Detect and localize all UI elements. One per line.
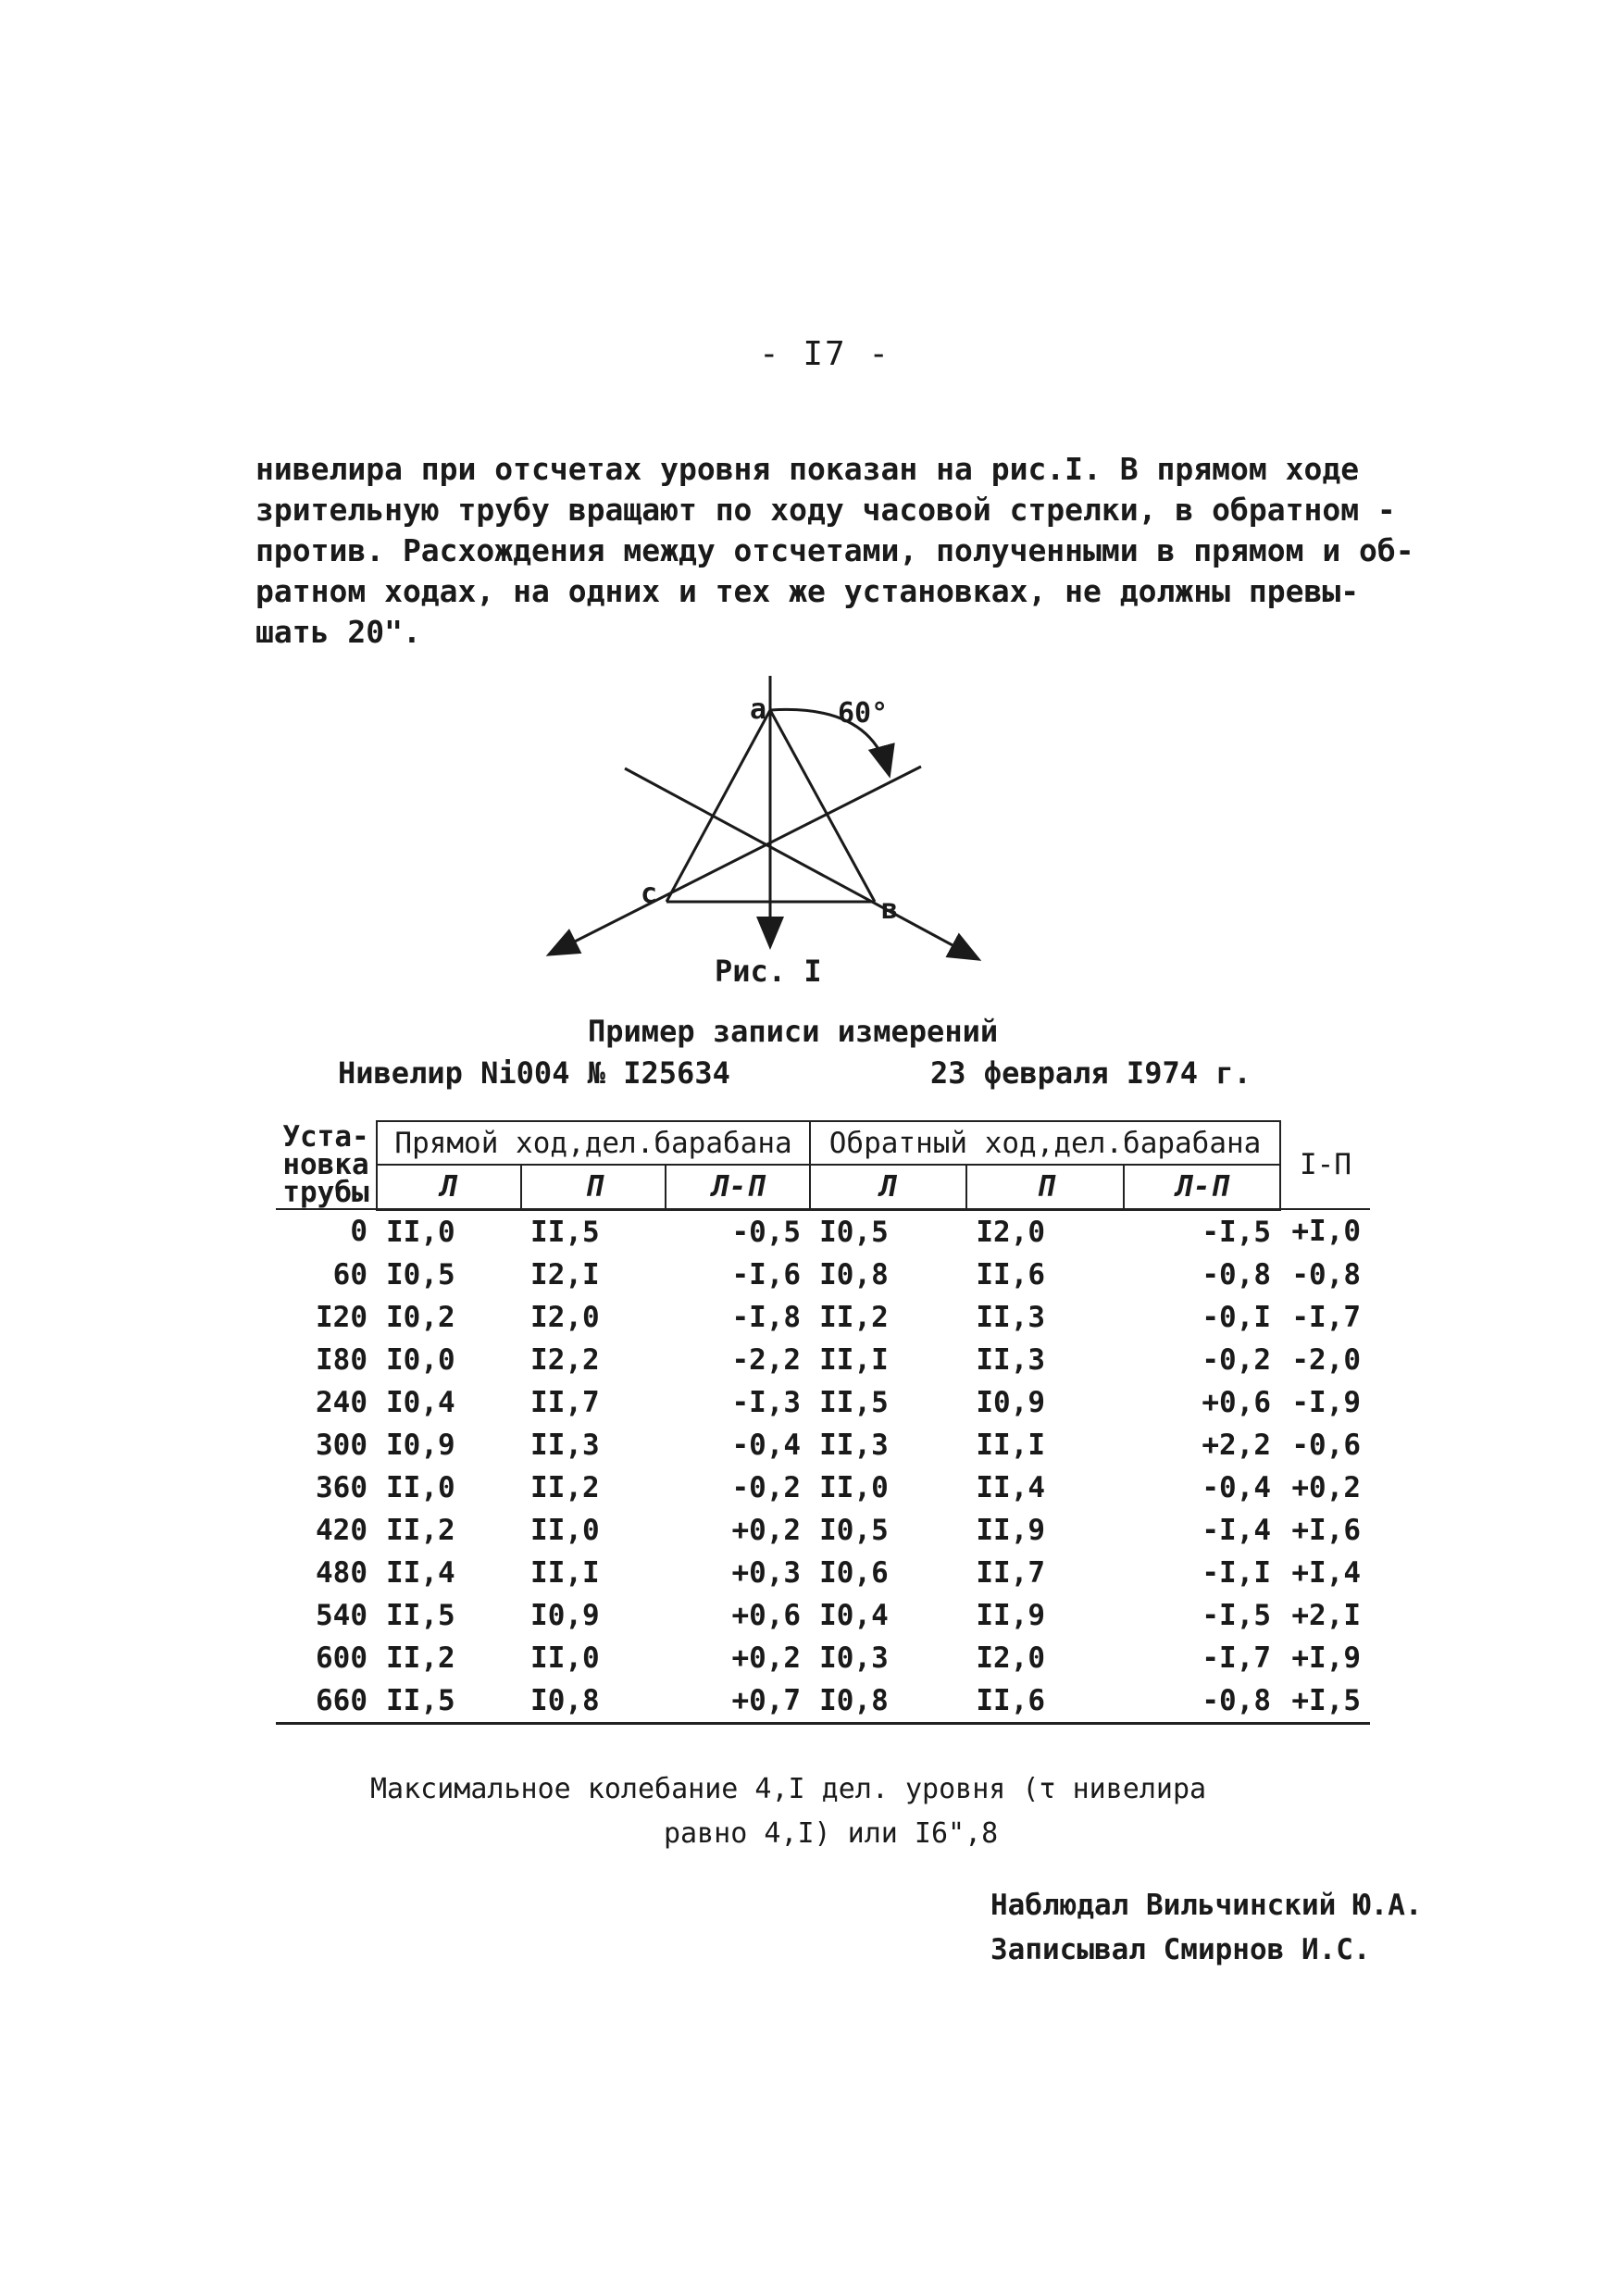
table-cell: -0,8 xyxy=(1291,1257,1361,1292)
triangle-side-ac xyxy=(666,710,770,902)
table-cell: I0,2 xyxy=(386,1300,455,1334)
table-cell: II,2 xyxy=(386,1641,455,1675)
level-rotation-diagram xyxy=(518,667,1018,972)
table-cell: 420 xyxy=(316,1513,367,1547)
table-row xyxy=(276,1679,1370,1724)
setup-header xyxy=(276,1121,377,1209)
table-cell: II,6 xyxy=(966,1679,1123,1724)
table-cell: -0,4 xyxy=(731,1428,802,1462)
table-cell: 540 xyxy=(316,1598,367,1632)
device-line: Нивелир Ni004 № I25634 xyxy=(338,1055,730,1091)
table-cell: +0,6 xyxy=(1202,1385,1271,1419)
table-cell: -0,5 xyxy=(731,1215,802,1249)
table-cell: 600 xyxy=(316,1641,367,1675)
note-line-2: равно 4,I) или I6",8 xyxy=(664,1817,999,1850)
table-cell: -I,8 xyxy=(731,1300,802,1334)
table-row xyxy=(276,1594,1370,1637)
table-cell: I0,8 xyxy=(521,1679,666,1724)
vertex-label-c: c xyxy=(641,878,658,910)
vertex-label-a: a xyxy=(750,693,767,726)
table-row xyxy=(276,1637,1370,1679)
table-cell: -0,2 xyxy=(731,1470,802,1504)
table-row xyxy=(276,1424,1370,1466)
paragraph-line: нивелира при отсчетах уровня показан на рис.I. В прямом ходе xyxy=(255,451,1360,487)
table-cell: -I,7 xyxy=(1202,1641,1271,1675)
table-cell: +I,5 xyxy=(1280,1679,1370,1724)
table-cell: 60 xyxy=(332,1257,367,1292)
table-cell: -0,8 xyxy=(1124,1679,1280,1724)
table-row xyxy=(276,1381,1370,1424)
table-cell: +0,2 xyxy=(731,1641,802,1675)
table-cell: -I,7 xyxy=(1291,1300,1361,1334)
paragraph-line: зрительную трубу вращают по ходу часовой стрелки, в обратном - xyxy=(255,492,1396,528)
table-cell: -I,I xyxy=(1202,1555,1271,1590)
table-cell: II,2 xyxy=(530,1470,600,1504)
table-cell: II,I xyxy=(819,1342,889,1377)
table-cell: I0,5 xyxy=(819,1215,889,1249)
angle-label: 60° xyxy=(838,697,889,730)
table-cell: II,2 xyxy=(386,1513,455,1547)
table-cell: I0,5 xyxy=(819,1513,889,1547)
subheader-l: Л xyxy=(810,1165,966,1209)
table-cell: +0,6 xyxy=(731,1598,802,1632)
table-cell: -0,I xyxy=(1202,1300,1271,1334)
table-cell: 300 xyxy=(316,1428,367,1462)
table-cell: -2,0 xyxy=(1291,1342,1361,1377)
table-cell: -0,4 xyxy=(1202,1470,1271,1504)
table-cell: I2,0 xyxy=(976,1215,1046,1249)
subheader-p: П xyxy=(521,1165,666,1209)
table-body xyxy=(276,1209,1370,1723)
table-cell: II,0 xyxy=(386,1470,455,1504)
forward-run-header: Прямой ход,дел.барабана xyxy=(377,1121,810,1165)
paragraph-line: ратном ходах, на одних и тех же установках, не должны превы- xyxy=(255,573,1360,609)
example-title: Пример записи измерений xyxy=(588,1014,999,1049)
note-line-1: Максимальное колебание 4,I дел. уровня (τ нивелира xyxy=(370,1773,1207,1805)
triangle-side-ab xyxy=(770,710,875,902)
table-cell: II,0 xyxy=(386,1215,455,1249)
table-cell: -I,5 xyxy=(1202,1215,1271,1249)
table-row xyxy=(276,1509,1370,1552)
observer-signature: Наблюдал Вильчинский Ю.А. xyxy=(990,1889,1423,1922)
backward-run-header: Обратный ход,дел.барабана xyxy=(810,1121,1280,1165)
table-cell: I2,0 xyxy=(530,1300,600,1334)
paragraph-line: против. Расхождения между отсчетами, полученными в прямом и об- xyxy=(255,532,1414,568)
body-paragraph xyxy=(255,449,1413,653)
table-cell: +2,2 xyxy=(1202,1428,1271,1462)
table-row xyxy=(276,1552,1370,1594)
table-cell: I2,2 xyxy=(530,1342,600,1377)
setup-header-line: трубы xyxy=(282,1176,369,1209)
table-row xyxy=(276,1254,1370,1296)
subheader-l-minus-p: Л-П xyxy=(666,1165,810,1209)
table-cell: +I,9 xyxy=(1291,1641,1361,1675)
table-cell: I0,3 xyxy=(819,1641,889,1675)
table-cell: I0,0 xyxy=(386,1342,455,1377)
table-cell: II,0 xyxy=(530,1641,600,1675)
table-cell: II,6 xyxy=(976,1257,1046,1292)
table-cell: II,7 xyxy=(530,1385,600,1419)
table-cell: II,5 xyxy=(530,1215,600,1249)
table-cell: I0,4 xyxy=(819,1598,889,1632)
table-cell: I2,0 xyxy=(976,1641,1046,1675)
table-cell: -I,9 xyxy=(1291,1385,1361,1419)
table-cell: I0,8 xyxy=(810,1679,966,1724)
table-cell: -0,8 xyxy=(1202,1257,1271,1292)
table-cell: II,5 xyxy=(819,1385,889,1419)
table-cell: II,2 xyxy=(819,1300,889,1334)
table-cell: II,3 xyxy=(976,1300,1046,1334)
table-cell: +I,4 xyxy=(1291,1555,1361,1590)
table-cell: -I,6 xyxy=(731,1257,802,1292)
table-cell: +0,7 xyxy=(666,1679,810,1724)
diagonal-axis-b-arrow xyxy=(625,768,977,958)
table-cell: +0,3 xyxy=(731,1555,802,1590)
table-cell: 660 xyxy=(276,1679,377,1724)
table-cell: II,I xyxy=(530,1555,600,1590)
table-cell: 0 xyxy=(350,1215,367,1249)
table-cell: I20 xyxy=(316,1300,367,1334)
diagonal-axis-c-arrow xyxy=(551,767,921,954)
table-cell: II,9 xyxy=(976,1598,1046,1632)
table-cell: II,I xyxy=(976,1428,1046,1462)
table-cell: I80 xyxy=(316,1342,367,1377)
table-cell: -2,2 xyxy=(731,1342,802,1377)
table-cell: -I,5 xyxy=(1202,1598,1271,1632)
table-cell: I0,5 xyxy=(386,1257,455,1292)
table-cell: I0,6 xyxy=(819,1555,889,1590)
table-cell: II,3 xyxy=(530,1428,600,1462)
table-cell: I0,4 xyxy=(386,1385,455,1419)
table-cell: II,4 xyxy=(976,1470,1046,1504)
table-cell: +2,I xyxy=(1291,1598,1361,1632)
page-number: - I7 - xyxy=(759,335,891,373)
setup-header-line: новка xyxy=(282,1148,369,1181)
table-row xyxy=(276,1296,1370,1339)
table-cell: -I,4 xyxy=(1202,1513,1271,1547)
table-cell: -0,6 xyxy=(1291,1428,1361,1462)
table-cell: 480 xyxy=(316,1555,367,1590)
table-cell: II,4 xyxy=(386,1555,455,1590)
recorder-signature: Записывал Смирнов И.С. xyxy=(990,1933,1371,1966)
table-cell: II,3 xyxy=(976,1342,1046,1377)
paragraph-line: шать 20". xyxy=(255,614,421,650)
table-cell: II,0 xyxy=(530,1513,600,1547)
table-cell: II,9 xyxy=(976,1513,1046,1547)
table-cell: II,3 xyxy=(819,1428,889,1462)
table-cell: +0,2 xyxy=(731,1513,802,1547)
table-cell: II,5 xyxy=(386,1598,455,1632)
table-cell: II,7 xyxy=(976,1555,1046,1590)
setup-header-line: Уста- xyxy=(282,1120,369,1154)
table-row xyxy=(276,1339,1370,1381)
table-cell: 360 xyxy=(316,1470,367,1504)
subheader-l-minus-p: Л-П xyxy=(1124,1165,1280,1209)
subheader-l: Л xyxy=(377,1165,521,1209)
table-cell: +I,6 xyxy=(1291,1513,1361,1547)
table-cell: I0,9 xyxy=(530,1598,600,1632)
table-cell: +I,0 xyxy=(1291,1215,1361,1249)
table-row xyxy=(276,1209,1370,1254)
table-cell: +0,2 xyxy=(1291,1470,1361,1504)
table-cell: I0,8 xyxy=(819,1257,889,1292)
date-line: 23 февраля I974 г. xyxy=(930,1055,1252,1091)
table-row xyxy=(276,1466,1370,1509)
table-cell: I0,9 xyxy=(386,1428,455,1462)
figure-caption: Рис. I xyxy=(715,954,822,989)
difference-header: I-П xyxy=(1280,1121,1370,1209)
table-cell: -0,2 xyxy=(1202,1342,1271,1377)
subheader-p: П xyxy=(966,1165,1123,1209)
table-cell: I0,9 xyxy=(976,1385,1046,1419)
table-cell: I2,I xyxy=(530,1257,600,1292)
table-cell: II,0 xyxy=(819,1470,889,1504)
vertex-label-b: в xyxy=(881,893,899,926)
table-cell: -I,3 xyxy=(731,1385,802,1419)
table-cell: 240 xyxy=(316,1385,367,1419)
measurements-table xyxy=(276,1120,1370,1725)
table-cell: II,5 xyxy=(377,1679,521,1724)
